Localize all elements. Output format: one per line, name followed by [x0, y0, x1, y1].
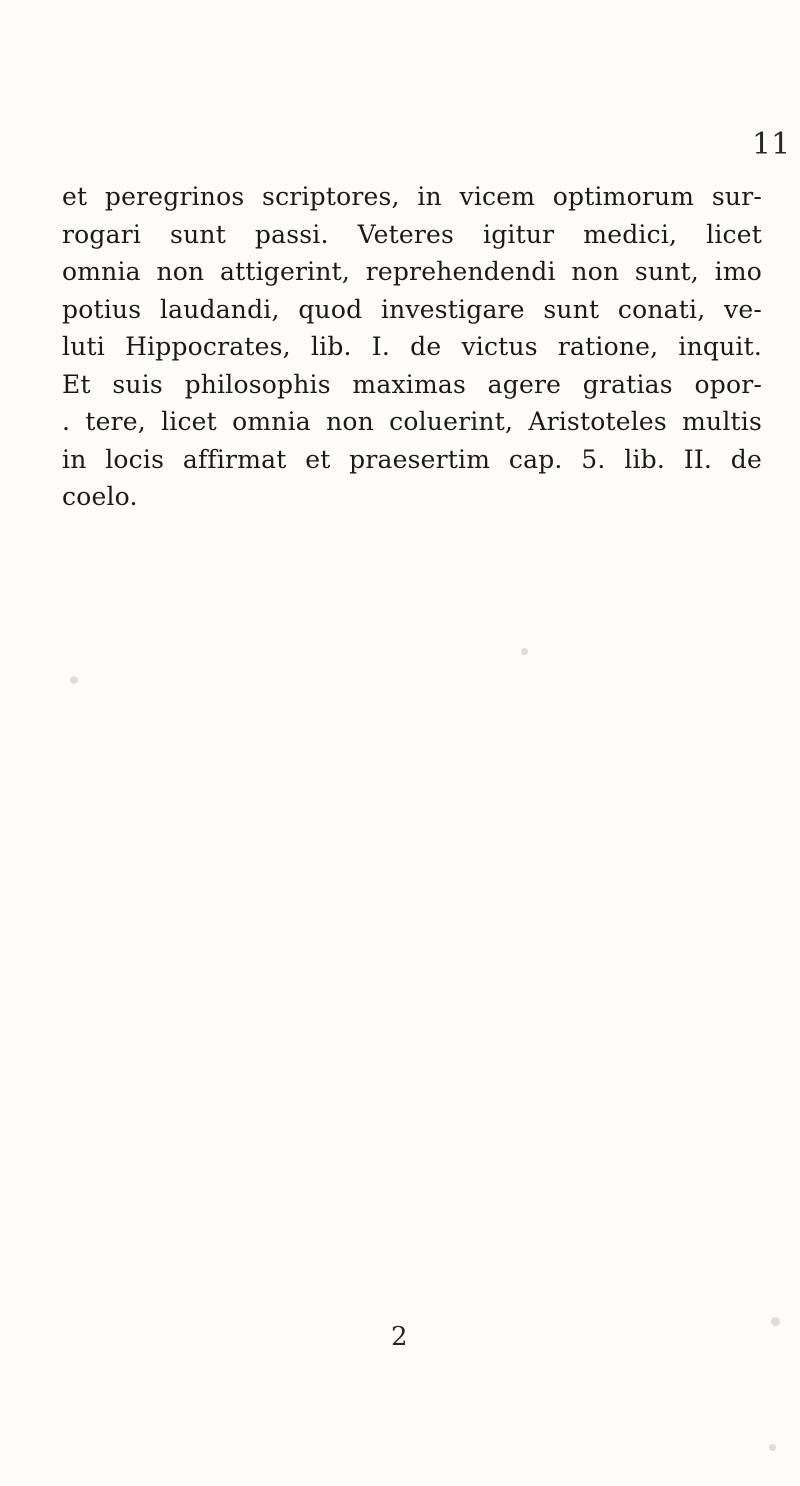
text-line: potius laudandi, quod investigare sunt conati, ve-	[62, 294, 762, 324]
text-line: Et suis philosophis maximas agere gratias opor-	[62, 369, 762, 399]
text-line: et peregrinos scriptores, in vicem optimorum sur-	[62, 182, 762, 211]
text-line: omnia non attigerint, reprehendendi non sunt, imo	[62, 257, 762, 286]
text-line: luti Hippocrates, lib. I. de victus ratione, inquit.	[62, 332, 762, 361]
paper-speck	[521, 648, 528, 655]
paper-speck	[769, 1444, 776, 1451]
text-line: . tere, licet omnia non coluerint, Aristoteles multis	[62, 407, 762, 436]
paper-speck	[70, 676, 78, 684]
page-number: 11	[752, 127, 791, 162]
text-line: in locis affirmat et praesertim cap. 5. lib. II. de	[62, 444, 762, 474]
text-line: coelo.	[62, 482, 138, 511]
paper-speck	[771, 1317, 780, 1326]
body-text	[62, 178, 762, 516]
signature-mark: 2	[391, 1322, 408, 1352]
text-line: rogari sunt passi. Veteres igitur medici, licet	[62, 219, 762, 249]
